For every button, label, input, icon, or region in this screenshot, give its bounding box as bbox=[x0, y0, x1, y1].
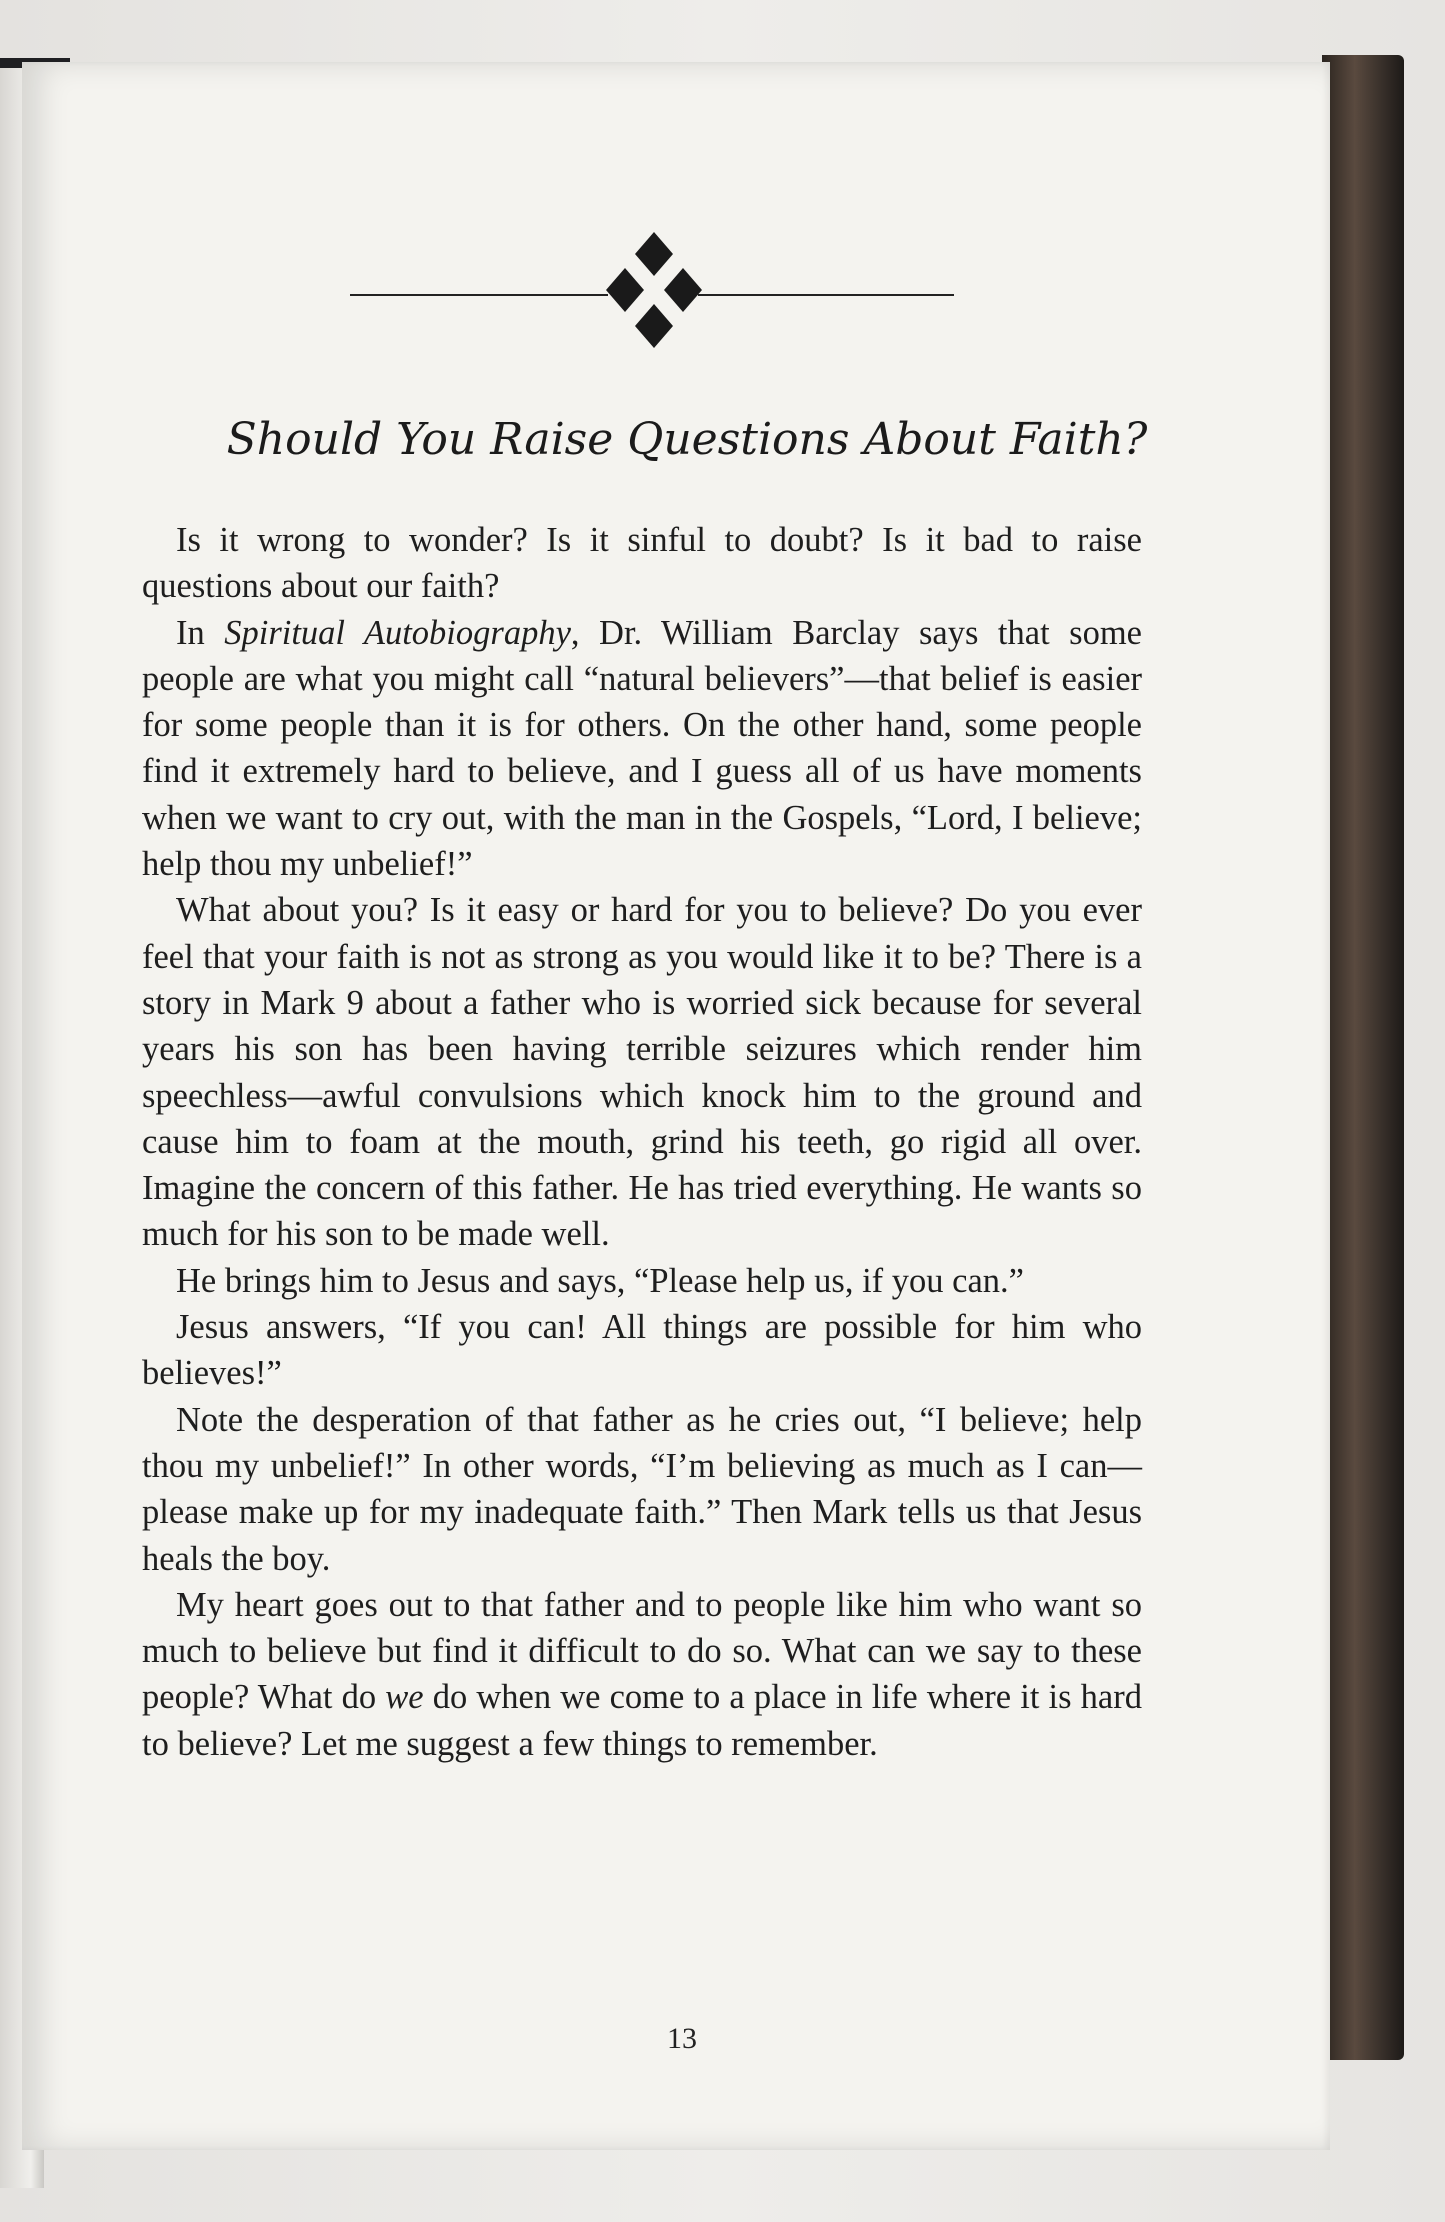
ornament-rule-left bbox=[350, 294, 608, 296]
paragraph-text: What about you? Is it easy or hard for you to believe? Do you ever feel that your faith is not as strong as you would like it to be? There is a story in Mark 9 about a father who is worried sick because for several years his son has been having terrible seizures which render him speechless—awful convulsions which knock him to the ground and cause him to foam at the mouth, grind his teeth, go rigid all over. Imagine the concern of this father. He has tried everything. He wants so much for his son to be made well. bbox=[142, 891, 1142, 1254]
paragraph-text: , Dr. William Barclay says that some people are what you might call “natural believers”—that belief is easier for some people than it is for others. On the other hand, some people find it extremely hard to believe, and I guess all of us have moments when we want to cry out, with the man in the Gospels, “Lord, I believe; help thou my unbelief!” bbox=[142, 613, 1142, 884]
italic-text: Spiritual Autobiography bbox=[224, 613, 571, 652]
paragraph-text: do when we come to a place in life where it is hard to believe? Let me suggest a few things to remember. bbox=[142, 1678, 1142, 1763]
paragraph bbox=[142, 1304, 1142, 1397]
paragraph-text: Is it wrong to wonder? Is it sinful to doubt? Is it bad to raise questions about our faith? bbox=[142, 521, 1142, 606]
italic-text: we bbox=[385, 1678, 424, 1717]
paragraph bbox=[142, 1258, 1142, 1304]
chapter-title: Should You Raise Questions About Faith? bbox=[226, 414, 1148, 465]
paragraph bbox=[142, 1397, 1142, 1582]
paragraph bbox=[142, 887, 1142, 1257]
paragraph-text: He brings him to Jesus and says, “Please help us, if you can.” bbox=[176, 1261, 1024, 1300]
paragraph-text: Jesus answers, “If you can! All things are possible for him who believes!” bbox=[142, 1308, 1142, 1393]
book-page bbox=[22, 62, 1330, 2150]
ornament-rule-right bbox=[698, 294, 954, 296]
paragraph bbox=[142, 517, 1142, 610]
paragraph-text: Note the desperation of that father as he cries out, “I believe; help thou my unbelief!” In other words, “I’m believing as much as I can—please make up for my inadequate faith.” Then Mark tells us that Jesus heals the boy. bbox=[142, 1400, 1142, 1578]
paragraph-text: In bbox=[176, 613, 225, 652]
paragraph bbox=[142, 610, 1142, 888]
book-cover-edge bbox=[1322, 55, 1404, 2060]
diamond-cluster-icon bbox=[596, 232, 712, 362]
body-text bbox=[142, 517, 1142, 1767]
page-number: 13 bbox=[667, 2022, 697, 2055]
paragraph-text: My heart goes out to that father and to people like him who want so much to believe but find it difficult to do so. What can we say to these people? What do bbox=[142, 1585, 1142, 1717]
paragraph bbox=[142, 1582, 1142, 1767]
